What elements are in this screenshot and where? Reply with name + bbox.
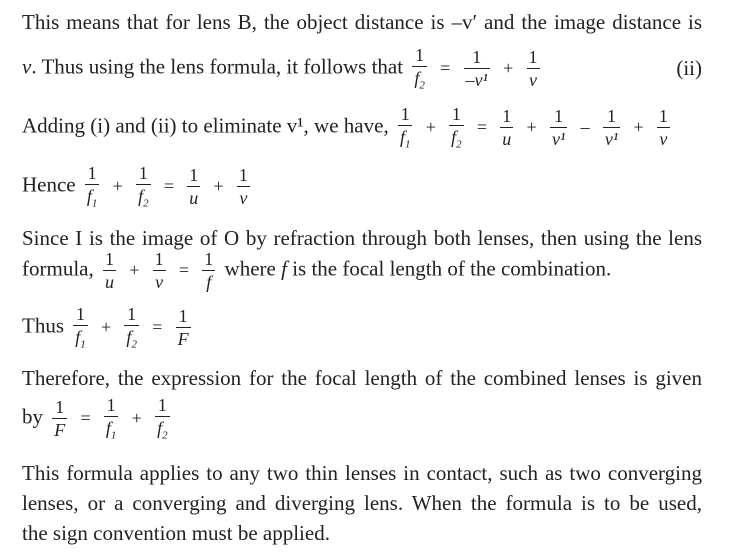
equation-number-ii: (ii) [676, 56, 702, 80]
equation-line-ii [22, 46, 702, 92]
fraction-1-over-u: $\frac{1}{u}$ [104, 249, 114, 292]
fraction-1-over-v1: $\frac{1}{\text{v¹}}$ [604, 106, 619, 150]
fraction-1-over-f2: $\frac{1}{f_2}$ [138, 163, 149, 210]
paragraph-final-line-2 [22, 491, 702, 516]
text-where: where [224, 256, 276, 281]
fraction-1-over-f1: $\frac{1}{f_1}$ [105, 395, 117, 442]
fraction-1-over-v: $\frac{1}{v}$ [154, 249, 164, 292]
text-final-3: the sign convention must be applied. [22, 521, 330, 545]
equation-line-thus: Thus $\frac{1}{f_1}$ + $\frac{1}{f_2}$ = $\frac{1}{F}$ [22, 304, 189, 351]
f-symbol: f [281, 256, 287, 281]
fraction-1-over-v: $\frac{1}{v}$ [238, 165, 248, 209]
equation-line-hence: Hence $\frac{1}{f_1}$ + $\frac{1}{f_2}$ = $\frac{1}{u}$ + $\frac{1}{v}$ [22, 163, 248, 210]
fraction-1-over-v: $\frac{1}{v}$ [528, 47, 538, 91]
text-focal-length: is the focal length of the combination. [292, 256, 612, 281]
fraction-1-over-u: $\frac{1}{u}$ [502, 106, 512, 150]
text-hence: Hence [22, 172, 76, 197]
fraction-1-over-f2: $\frac{1}{f_2}$ [157, 395, 168, 442]
fraction-1-over-f2: $\frac{1}{f_2}$ [126, 304, 137, 351]
fraction-1-over-F: $\frac{1}{F}$ [177, 306, 189, 350]
fraction-1-over-F: $\frac{1}{F}$ [54, 397, 66, 441]
fraction-1-over-v: $\frac{1}{v}$ [658, 106, 668, 150]
fraction-1-over-f2: $\frac{1}{f_2}$ [414, 45, 425, 92]
equation-line-by: by $\frac{1}{F}$ = $\frac{1}{f_1}$ + $\frac{1}{f_2}$ [22, 395, 168, 442]
text-line-1: This means that for lens B, the object distance is –vʹ and the image distance is [22, 10, 702, 34]
text-lens-formula: . Thus using the lens formula, it follows that [31, 54, 404, 79]
text-adding: Adding (i) and (ii) to eliminate v¹, we have, [22, 113, 389, 138]
fraction-1-over-f2: $\frac{1}{f_2}$ [451, 104, 462, 151]
equation-line-formula: formula, $\frac{1}{u}$ + $\frac{1}{v}$ = $\frac{1}{f}$ where f is the focal length of the combination. [22, 249, 612, 292]
plus-sign: + [503, 58, 514, 79]
paragraph-line-since [22, 226, 702, 251]
paragraph-final-line-3 [22, 521, 330, 546]
text-formula: formula, [22, 256, 94, 281]
fraction-1-over-f: $\frac{1}{f}$ [204, 249, 214, 292]
text-final-1: This formula applies to any two thin lenses in contact, such as two converging [22, 461, 702, 485]
text-thus: Thus [22, 313, 64, 338]
paragraph-final-line-1 [22, 461, 702, 486]
text-by: by [22, 404, 43, 429]
equation-line-adding: Adding (i) and (ii) to eliminate v¹, we have, $\frac{1}{f_1}$ + $\frac{1}{f_2}$ = $\frac{1}{u}$ + $\frac{1}{\text{v¹}}$ – $\frac{1}{\text{v¹}}$ + $\frac{1}{v}$ [22, 104, 668, 151]
fraction-1-over-v1: $\frac{1}{\text{v¹}}$ [551, 106, 566, 150]
fraction-1-over-f1: $\frac{1}{f_1}$ [86, 163, 98, 210]
equals-sign: = [440, 58, 451, 79]
fraction-1-over-neg-v1: $\frac{1}{\text{–v¹}}$ [465, 47, 488, 91]
text-final-2: lenses, or a converging and diverging lens. When the formula is to be used, [22, 491, 702, 515]
paragraph-line-1 [22, 10, 702, 35]
v-symbol: v [22, 54, 32, 79]
fraction-1-over-u: $\frac{1}{u}$ [189, 165, 199, 209]
text-therefore: Therefore, the expression for the focal length of the combined lenses is given [22, 366, 702, 390]
fraction-1-over-f1: $\frac{1}{f_1}$ [399, 104, 411, 151]
text-since: Since I is the image of O by refraction through both lenses, then using the lens [22, 226, 702, 250]
paragraph-line-therefore [22, 366, 702, 391]
fraction-1-over-f1: $\frac{1}{f_1}$ [75, 304, 86, 351]
